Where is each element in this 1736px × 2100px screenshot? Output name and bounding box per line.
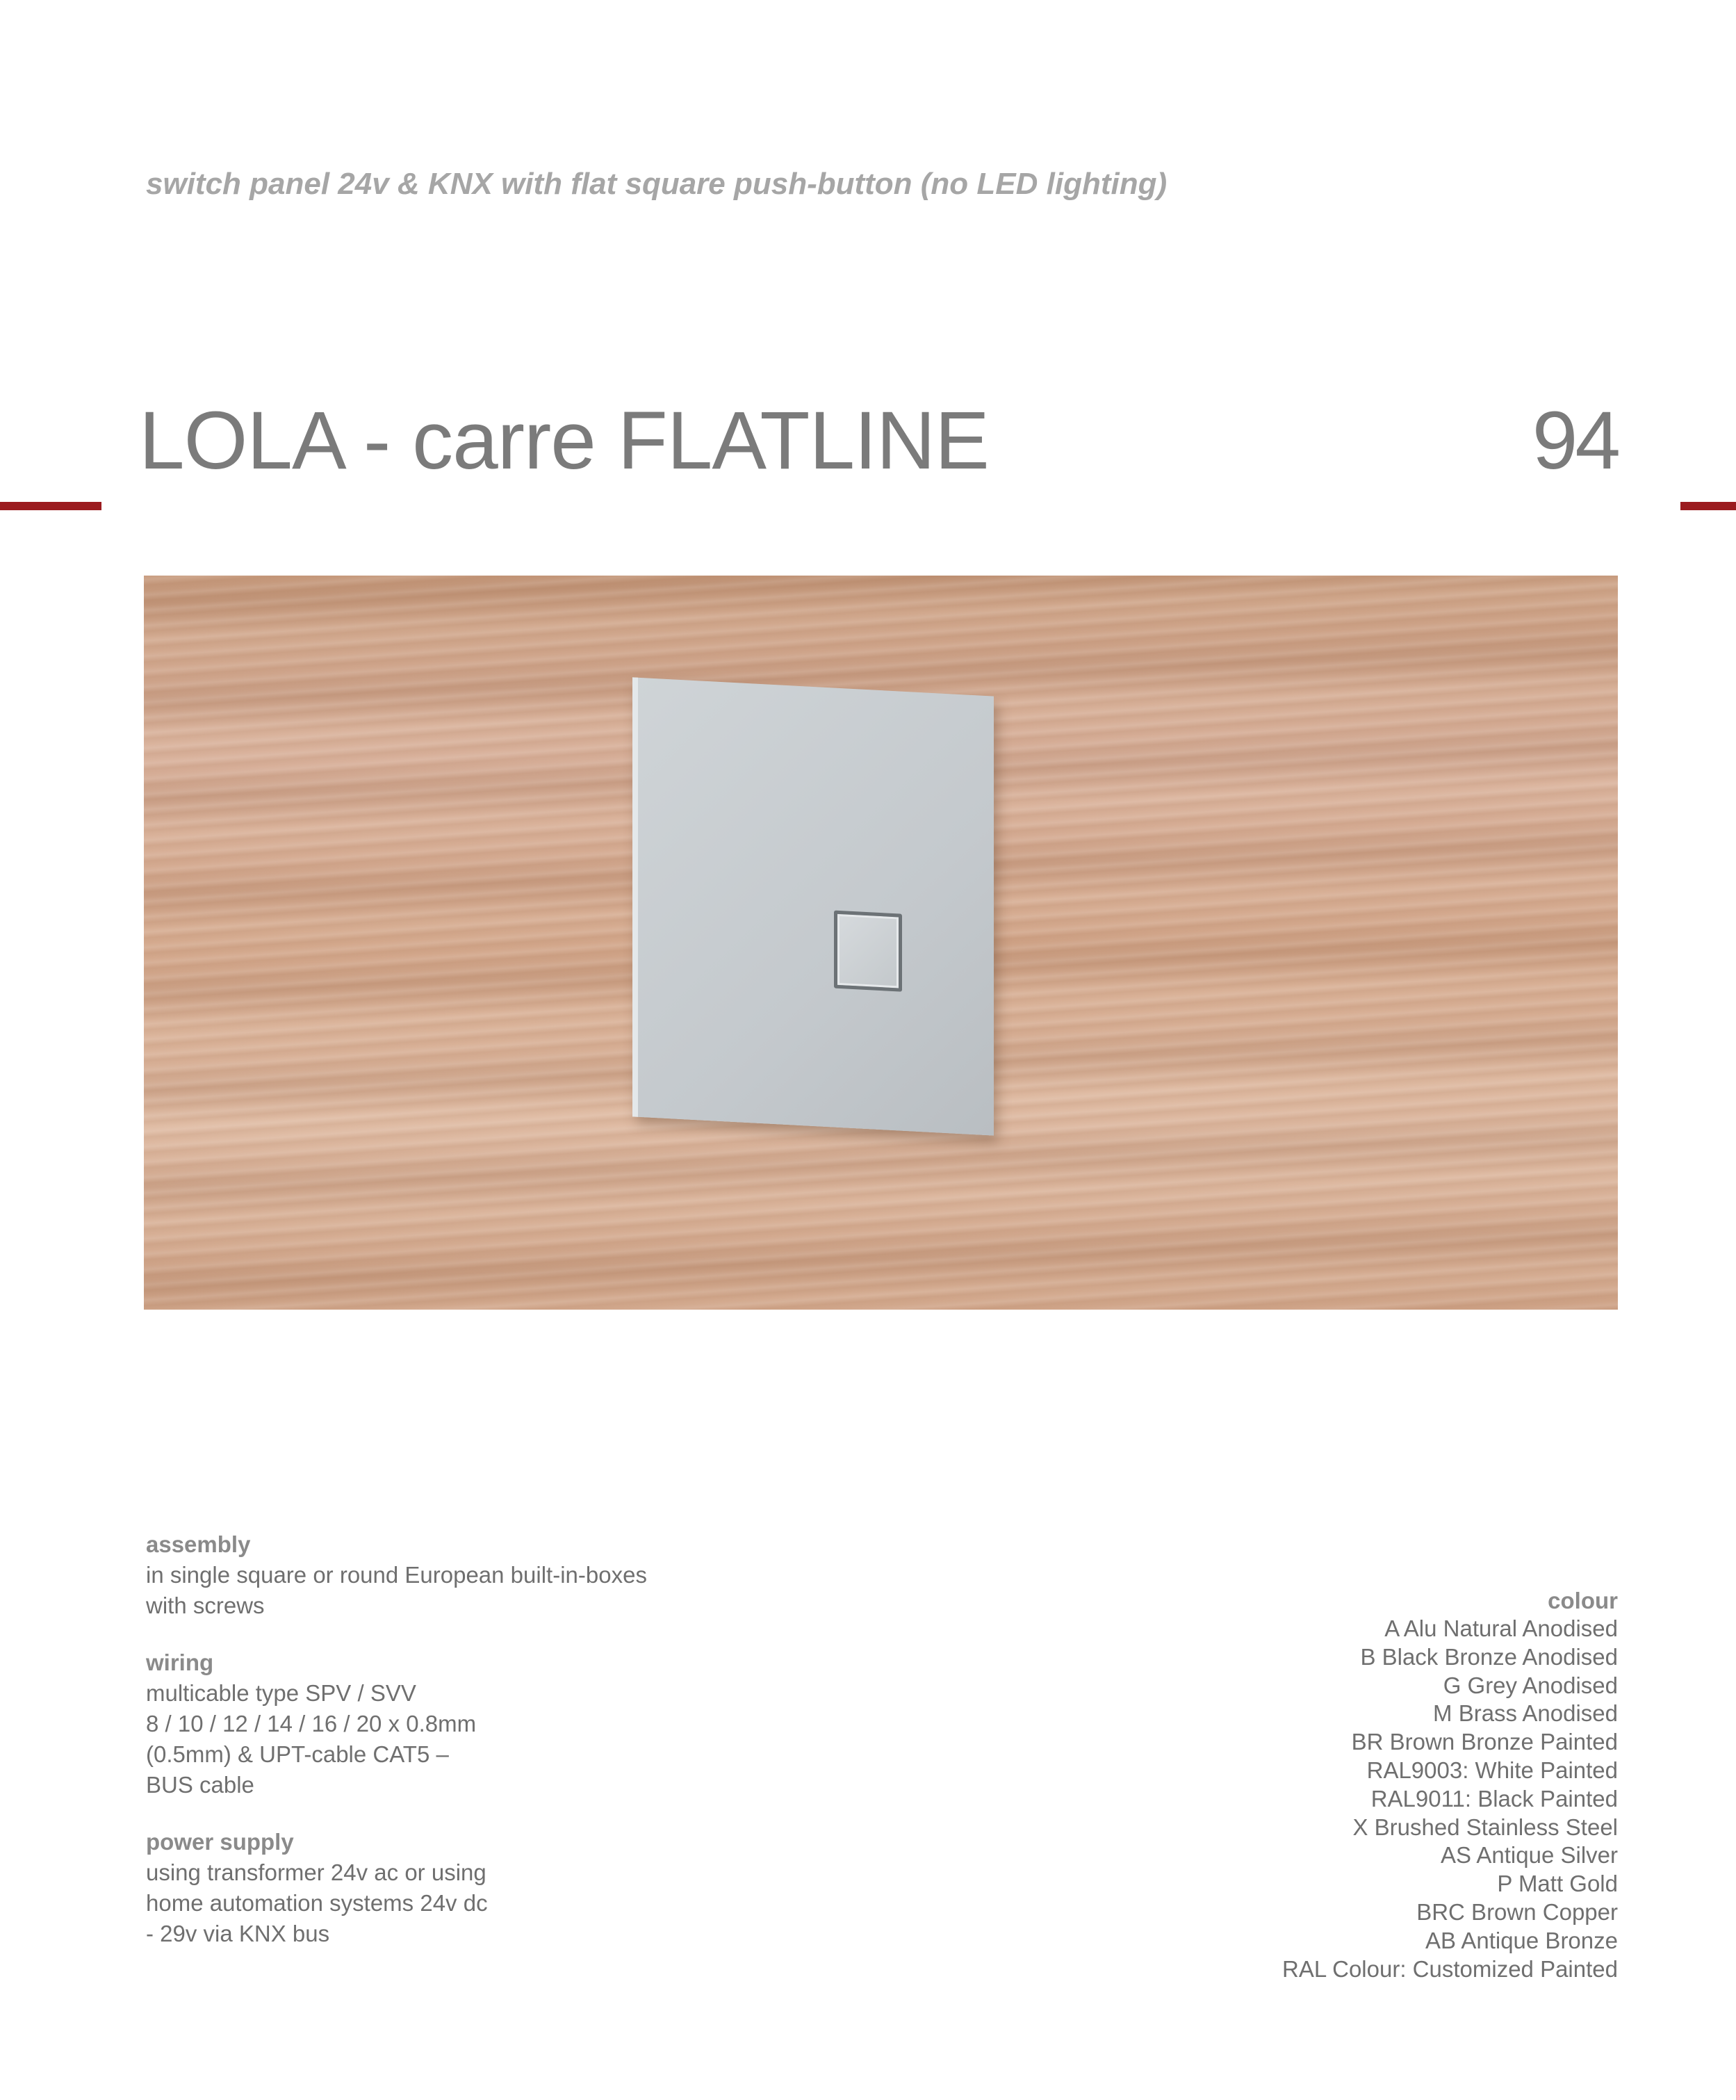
colour-item: RAL Colour: Customized Painted	[1281, 1955, 1618, 1982]
colour-item: BR Brown Bronze Painted	[1351, 1729, 1618, 1755]
product-photo	[144, 576, 1618, 1310]
colour-item: P Matt Gold	[1497, 1871, 1618, 1897]
colour-item: RAL9003: White Painted	[1366, 1757, 1618, 1783]
spec-line: using transformer 24v ac or using	[146, 1859, 486, 1885]
colour-item: M Brass Anodised	[1433, 1700, 1618, 1727]
colour-item: BRC Brown Copper	[1416, 1898, 1618, 1925]
page-subtitle: switch panel 24v & KNX with flat square push-button (no LED lighting)	[146, 167, 1168, 201]
spec-heading: power supply	[146, 1829, 294, 1855]
colour-item: AB Antique Bronze	[1425, 1927, 1618, 1953]
spec-line: (0.5mm) & UPT-cable CAT5 –	[146, 1741, 449, 1767]
spec-assembly	[146, 1529, 771, 1621]
specifications	[146, 1529, 771, 1976]
accent-bar-right	[1680, 502, 1736, 510]
colour-item: B Black Bronze Anodised	[1360, 1643, 1618, 1670]
page-number: 94	[1532, 395, 1618, 487]
colour-item: X Brushed Stainless Steel	[1352, 1814, 1618, 1840]
push-button	[834, 911, 902, 992]
spec-power-supply	[146, 1827, 771, 1949]
spec-line: 8 / 10 / 12 / 14 / 16 / 20 x 0.8mm	[146, 1711, 477, 1736]
spec-line: - 29v via KNX bus	[146, 1921, 330, 1946]
spec-line: with screws	[146, 1593, 265, 1618]
spec-line: BUS cable	[146, 1772, 254, 1798]
product-title: LOLA - carre FLATLINE	[139, 395, 989, 487]
accent-bar-left	[0, 502, 101, 510]
colour-item: AS Antique Silver	[1441, 1842, 1618, 1869]
colour-list	[1282, 1586, 1618, 1983]
spec-line: multicable type SPV / SVV	[146, 1680, 416, 1706]
colour-item: A Alu Natural Anodised	[1384, 1615, 1618, 1641]
spec-heading: wiring	[146, 1650, 214, 1675]
colour-item: G Grey Anodised	[1443, 1672, 1618, 1698]
colour-item: RAL9011: Black Painted	[1370, 1785, 1618, 1812]
switch-panel	[632, 677, 994, 1135]
spec-wiring	[146, 1647, 771, 1800]
spec-line: home automation systems 24v dc	[146, 1890, 488, 1916]
colour-heading: colour	[1548, 1588, 1618, 1613]
spec-line: in single square or round European built-in-boxes	[146, 1562, 647, 1588]
spec-heading: assembly	[146, 1531, 251, 1557]
